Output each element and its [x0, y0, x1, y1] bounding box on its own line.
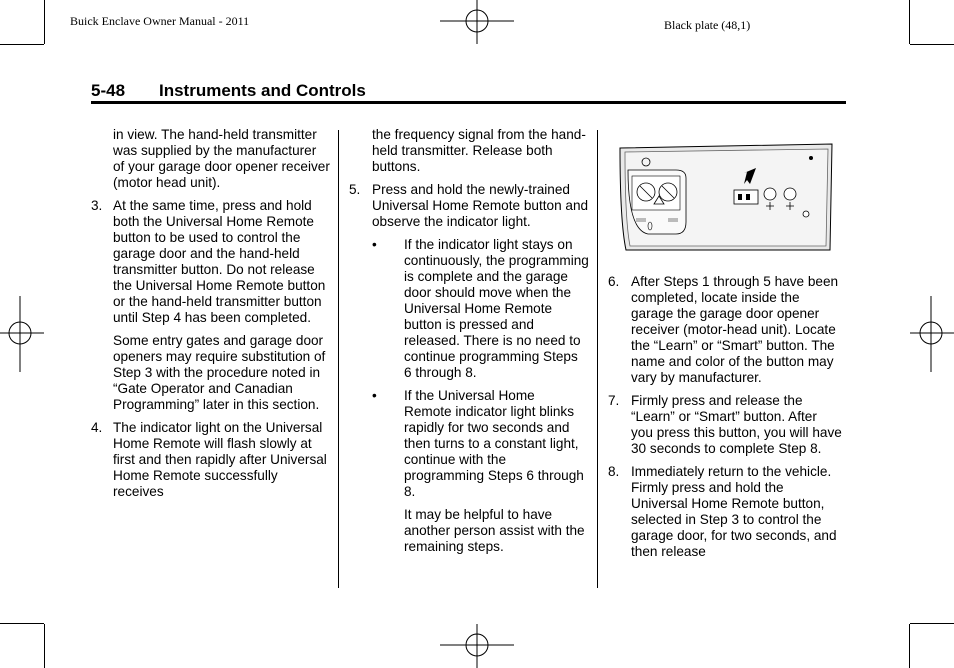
section-heading — [91, 81, 366, 101]
step-number: 8. — [608, 464, 620, 479]
registration-mark-bottom — [440, 624, 514, 668]
crop-mark — [0, 44, 44, 45]
section-rule — [91, 101, 846, 104]
list-item — [91, 420, 331, 500]
paragraph: The indicator light on the Universal Home Remote will flash slowly at first and then rapidly after Universal Home Remote successfully receives — [113, 420, 327, 499]
list-item — [608, 274, 842, 386]
paragraph: If the indicator light stays on continuously, the programming is complete and the garage door should move when the Universal Home Remote button is pressed and released. There is no need to continue programming Steps 6 through 8. — [404, 237, 589, 380]
bullet-item — [349, 388, 589, 500]
crop-mark — [44, 0, 45, 44]
step-number: 5. — [349, 182, 361, 197]
registration-mark-top — [440, 0, 514, 44]
paragraph: At the same time, press and hold both the Universal Home Remote button to be used to control the garage door and the hand-held transmitter button. Do not release the Universal Home Remote button or the hand-held transmitter button until Step 4 has been completed. — [113, 198, 326, 325]
crop-mark — [44, 624, 45, 668]
header-manual-title: Buick Enclave Owner Manual - 2011 — [70, 14, 250, 28]
step-number: 4. — [91, 420, 103, 435]
paragraph: Firmly press and release the “Learn” or “Smart” button. After you press this button, you will have 30 seconds to complete Step 8. — [631, 393, 842, 456]
section-title: Instruments and Controls — [159, 81, 366, 100]
column-3 — [608, 274, 842, 560]
list-item — [349, 182, 589, 230]
bullet: • — [372, 388, 377, 403]
paragraph: Press and hold the newly-trained Universal Home Remote button and observe the indicator light. — [372, 182, 589, 229]
header-plate: Black plate (48,1) — [664, 18, 751, 32]
column-divider — [597, 130, 598, 588]
step-number: 3. — [91, 198, 103, 213]
paragraph: in view. The hand-held transmitter was supplied by the manufacturer of your garage door opener receiver (motor head unit). — [113, 127, 330, 190]
registration-mark-right — [910, 296, 954, 372]
crop-mark — [909, 0, 910, 44]
paragraph: It may be helpful to have another person assist with the remaining steps. — [404, 507, 585, 554]
step-number: 7. — [608, 393, 620, 408]
column-2 — [349, 127, 589, 555]
paragraph: If the Universal Home Remote indicator light blinks rapidly for two seconds and then turns to a constant light, continue with the programming Steps 6 through 8. — [404, 388, 584, 499]
bullet: • — [372, 237, 377, 252]
crop-mark — [910, 44, 954, 45]
paragraph: the frequency signal from the hand-held transmitter. Release both buttons. — [372, 127, 586, 174]
registration-mark-left — [0, 296, 44, 372]
list-item — [608, 393, 842, 457]
list-item — [91, 198, 331, 326]
paragraph: Some entry gates and garage door openers may require substitution of Step 3 with the procedure noted in “Gate Operator and Canadian Programming” later in this section. — [113, 333, 326, 412]
crop-mark — [909, 624, 910, 668]
overhead-console-illustration — [616, 142, 838, 254]
crop-mark — [910, 623, 954, 624]
column-divider — [338, 130, 339, 588]
section-number: 5-48 — [91, 81, 126, 100]
crop-mark — [0, 623, 44, 624]
column-1 — [91, 127, 331, 500]
paragraph: Immediately return to the vehicle. Firmly press and hold the Universal Home Remote button, selected in Step 3 to control the garage door, for two seconds, and then release — [631, 464, 837, 559]
step-number: 6. — [608, 274, 620, 289]
paragraph: After Steps 1 through 5 have been completed, locate inside the garage the garage door opener receiver (motor-head unit). Locate the “Learn” or “Smart” button. The name and color of the button may vary by manufacturer. — [631, 274, 839, 385]
list-item — [608, 464, 842, 560]
bullet-item — [349, 237, 589, 381]
